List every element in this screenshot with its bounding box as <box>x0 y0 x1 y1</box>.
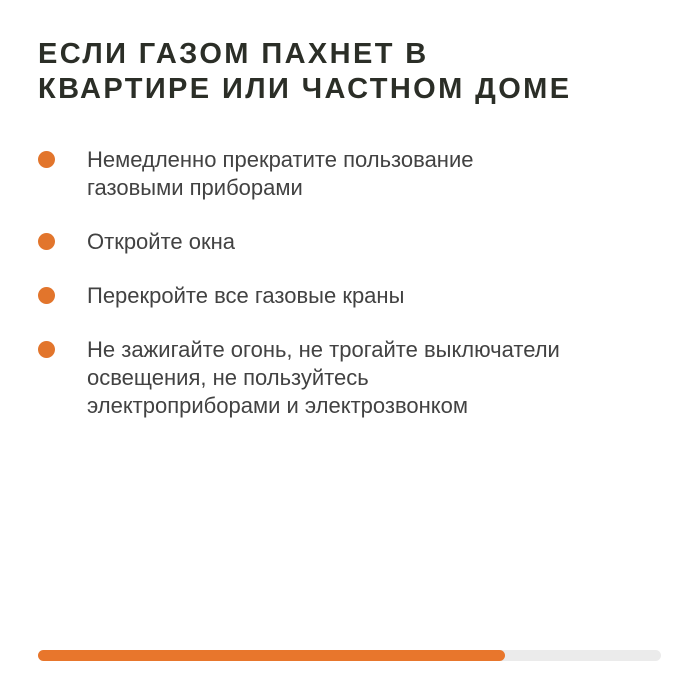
page-title <box>38 37 571 107</box>
list-item <box>38 336 670 420</box>
bullet-list <box>38 146 670 446</box>
bullet-dot-icon <box>38 341 55 358</box>
bullet-text-line: Не зажигайте огонь, не трогайте выключатели <box>87 337 560 362</box>
bullet-text-line: Немедленно прекратите пользование <box>87 147 474 172</box>
list-item <box>38 282 670 310</box>
bullet-text-line: газовыми приборами <box>87 175 303 200</box>
bullet-dot-icon <box>38 287 55 304</box>
bullet-text <box>87 146 473 202</box>
bullet-text-line: Откройте окна <box>87 229 235 254</box>
bullet-text <box>87 282 404 310</box>
bullet-text-line: электроприборами и электрозвонком <box>87 393 469 418</box>
bullet-dot-icon <box>38 151 55 168</box>
page-title-line-2: КВАРТИРЕ ИЛИ ЧАСТНОМ ДОМЕ <box>38 73 572 105</box>
list-item <box>38 146 670 202</box>
bullet-text <box>87 228 235 256</box>
page-title-line-1: ЕСЛИ ГАЗОМ ПАХНЕТ В <box>38 38 429 70</box>
bullet-text-line: Перекройте все газовые краны <box>87 283 405 308</box>
bullet-dot-icon <box>38 233 55 250</box>
bullet-text <box>87 336 560 420</box>
bullet-text-line: освещения, не пользуйтесь <box>87 365 369 390</box>
progress-fill <box>38 650 505 661</box>
progress-bar <box>38 650 661 661</box>
list-item <box>38 228 670 256</box>
